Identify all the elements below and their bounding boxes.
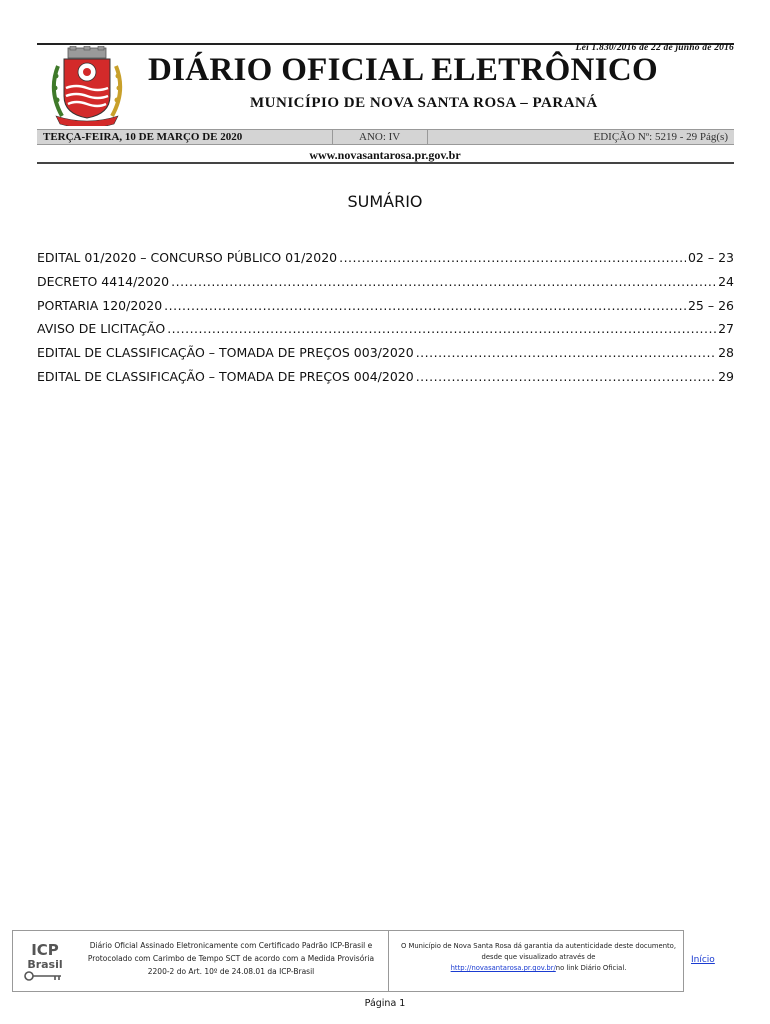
- page-number: Página 1: [364, 998, 406, 1009]
- edition-info-bar: [37, 129, 734, 145]
- toc-entry[interactable]: [37, 369, 734, 393]
- toc-entry[interactable]: [37, 321, 734, 345]
- toc-entry[interactable]: [37, 298, 734, 322]
- toc-entry-page: 29: [718, 368, 734, 384]
- edition-year: ANO: IV: [359, 131, 401, 143]
- toc-entry[interactable]: [37, 250, 734, 274]
- toc-entry-label: DECRETO 4414/2020: [37, 273, 170, 289]
- header-bottom-rule: [37, 162, 734, 164]
- toc-entry[interactable]: [37, 274, 734, 298]
- info-separator: [332, 130, 333, 144]
- toc-entry-page: 27: [718, 321, 734, 337]
- inicio-link[interactable]: Início: [691, 955, 715, 965]
- icp-logo-top-text: ICP: [31, 941, 59, 959]
- certificate-notice: Diário Oficial Assinado Eletronicamente com Certificado Padrão ICP-Brasil e Protocolado com Carimbo de Tempo SCT de acordo com a Medida Provisória 2200-2 do Art. 10º de 24.08.01 da ICP-Brasil: [87, 941, 375, 976]
- toc-entry-label: EDITAL DE CLASSIFICAÇÃO – TOMADA DE PREÇOS 003/2020: [37, 345, 414, 361]
- toc-leader-dots: [416, 345, 716, 360]
- toc-entry-label: EDITAL 01/2020 – CONCURSO PÚBLICO 01/2020: [37, 250, 338, 265]
- table-of-contents: [37, 250, 734, 393]
- toc-leader-dots: [164, 298, 686, 313]
- toc-leader-dots: [167, 321, 716, 336]
- authenticity-notice: [396, 941, 681, 974]
- toc-entry-label: AVISO DE LICITAÇÃO: [37, 321, 166, 337]
- edition-number: EDIÇÃO Nº: 5219 - 29 Pág(s): [593, 131, 728, 143]
- toc-entry-page: 24: [718, 273, 734, 289]
- toc-entry-label: EDITAL DE CLASSIFICAÇÃO – TOMADA DE PREÇOS 004/2020: [37, 368, 414, 384]
- toc-entry-page: 02 – 23: [687, 250, 734, 265]
- authenticity-text: O Município de Nova Santa Rosa dá garantia da autenticidade deste documento, desde que visualizado através de: [401, 942, 676, 961]
- municipality-subtitle: MUNICÍPIO DE NOVA SANTA ROSA – PARANÁ: [250, 95, 598, 111]
- summary-heading: SUMÁRIO: [347, 192, 423, 211]
- icp-brasil-logo-icon: [21, 939, 69, 983]
- info-separator: [427, 130, 428, 144]
- authenticity-link[interactable]: http://novasantarosa.pr.gov.br/: [450, 964, 556, 972]
- icp-logo-bottom-text: Brasil: [27, 958, 63, 971]
- toc-entry-label: PORTARIA 120/2020: [37, 297, 163, 313]
- toc-entry-page: 25 – 26: [687, 297, 734, 313]
- toc-leader-dots: [339, 250, 686, 265]
- law-note: Lei 1.830/2016 de 22 de junho de 2016: [575, 43, 734, 53]
- toc-leader-dots: [416, 369, 716, 384]
- website-url: www.novasantarosa.pr.gov.br: [309, 148, 461, 162]
- toc-leader-dots: [171, 274, 716, 289]
- toc-entry[interactable]: [37, 345, 734, 369]
- authenticity-suffix: no link Diário Oficial.: [555, 964, 627, 972]
- edition-date: TERÇA-FEIRA, 10 DE MARÇO DE 2020: [43, 131, 243, 143]
- page-title: DIÁRIO OFICIAL ELETRÔNICO: [148, 52, 658, 88]
- footer-divider: [388, 931, 389, 991]
- coat-of-arms-icon: [48, 46, 126, 126]
- footer-certification-box: [12, 930, 684, 992]
- toc-entry-page: 28: [718, 345, 734, 361]
